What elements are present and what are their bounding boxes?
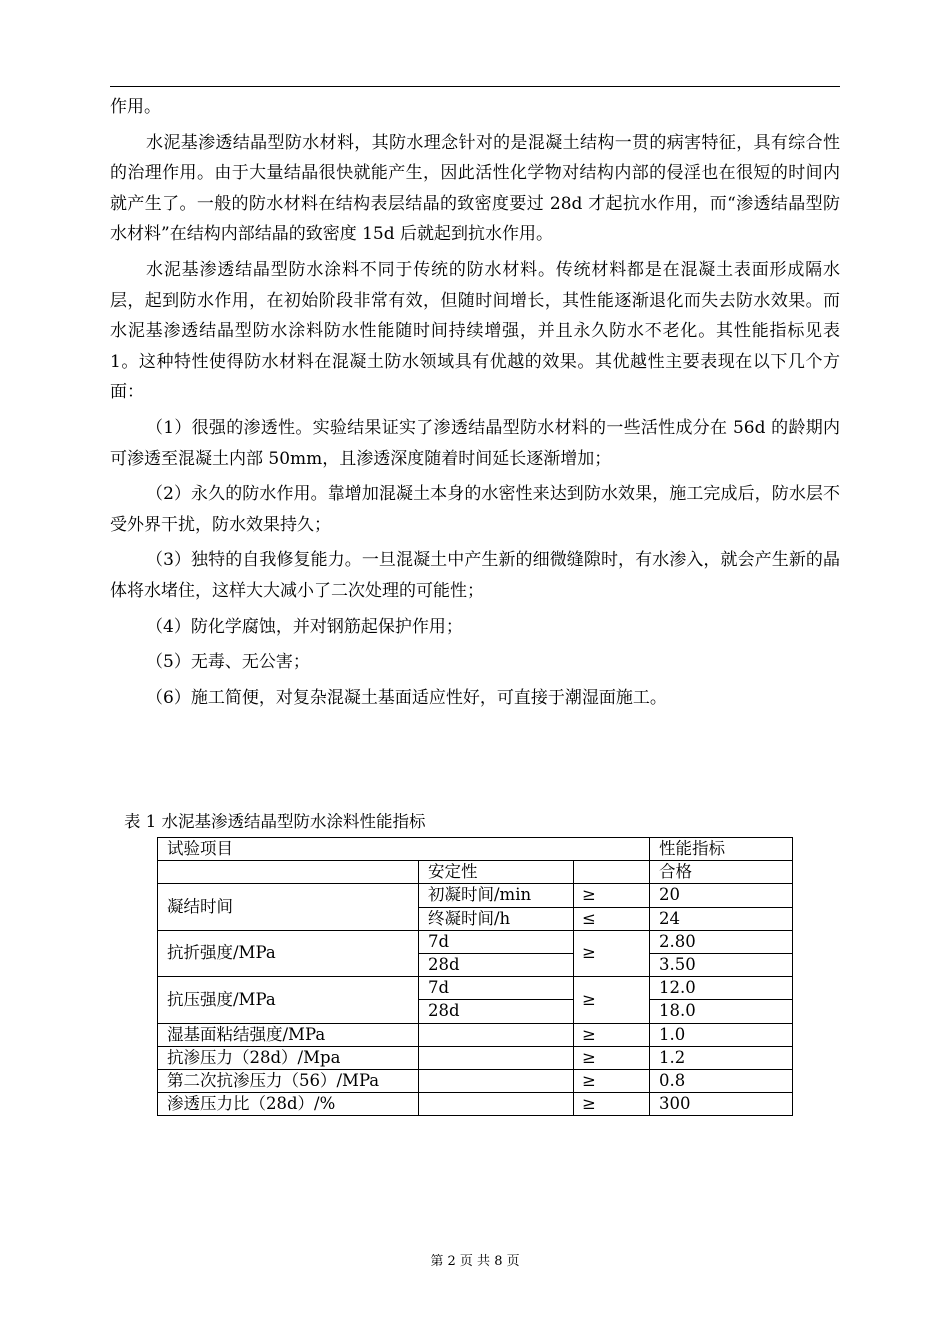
empty-cell — [574, 861, 650, 884]
table-row — [158, 1093, 793, 1116]
list-item: （4）防化学腐蚀，并对钢筋起保护作用； — [146, 616, 463, 637]
item-cell: 抗渗压力（28d）/Mpa — [158, 1046, 419, 1069]
item-cell: 湿基面粘结强度/MPa — [158, 1023, 419, 1046]
value-cell: 3.50 — [650, 953, 793, 976]
item-cell: 渗透压力比（28d）/% — [158, 1093, 419, 1116]
setting-time-label-cell: 凝结时间 — [158, 884, 419, 930]
table-caption: 表 1 水泥基渗透结晶型防水涂料性能指标 — [124, 812, 426, 831]
empty-cell — [419, 1093, 574, 1116]
paragraph: 水泥基渗透结晶型防水涂料不同于传统的防水材料。传统材料都是在混凝土表面形成隔水层，起到防水作用，在初始阶段非常有效，但随时间增长，其性能逐渐退化而失去防水效果。而水泥基渗透结晶型防水涂料防水性能随时间持续增强，并且永久防水不老化。其性能指标见表 1。这种特性使得防水材料在混凝土防水领域具有优越的效果。其优越性主要表现在以下几个方面： — [110, 259, 840, 403]
sub-item-cell: 终凝时间/h — [419, 907, 574, 930]
empty-cell — [419, 1023, 574, 1046]
operator-cell: ≥ — [574, 1093, 650, 1116]
header-spec-cell: 性能指标 — [650, 838, 793, 861]
value-cell: 1.2 — [650, 1046, 793, 1069]
table-row — [158, 1069, 793, 1092]
flexural-label-cell: 抗折强度/MPa — [158, 930, 419, 976]
operator-cell: ≥ — [574, 1023, 650, 1046]
sub-item-cell: 初凝时间/min — [419, 884, 574, 907]
table-row — [158, 977, 793, 1000]
empty-cell — [419, 1069, 574, 1092]
list-item: （3）独特的自我修复能力。一旦混凝土中产生新的细微缝隙时，有水渗入，就会产生新的晶体将水堵住，这样大大减小了二次处理的可能性； — [110, 550, 840, 601]
value-cell: 300 — [650, 1093, 793, 1116]
compressive-label-cell: 抗压强度/MPa — [158, 977, 419, 1023]
empty-cell — [419, 1046, 574, 1069]
sub-item-cell: 28d — [419, 1000, 574, 1023]
table-row — [158, 1023, 793, 1046]
operator-cell: ≥ — [574, 1046, 650, 1069]
list-item: （1）很强的渗透性。实验结果证实了渗透结晶型防水材料的一些活性成分在 56d 的龄期内可渗透至混凝土内部 50mm，且渗透深度随着时间延长逐渐增加； — [110, 417, 840, 469]
performance-table — [157, 837, 793, 1116]
header-rule — [110, 86, 840, 87]
value-cell: 20 — [650, 884, 793, 907]
value-cell: 24 — [650, 907, 793, 930]
page-footer: 第 2 页 共 8 页 — [430, 1254, 520, 1269]
list-item: （6）施工简便，对复杂混凝土基面适应性好，可直接于潮湿面施工。 — [146, 687, 667, 708]
operator-cell: ≥ — [574, 977, 650, 1023]
paragraph: 作用。 — [110, 97, 161, 117]
operator-cell: ≤ — [574, 907, 650, 930]
list-item: （5）无毒、无公害； — [146, 652, 310, 673]
header-item-cell: 试验项目 — [158, 838, 650, 861]
table-row — [158, 884, 793, 907]
value-cell: 1.0 — [650, 1023, 793, 1046]
value-cell: 0.8 — [650, 1069, 793, 1092]
table-row — [158, 930, 793, 953]
list-item: （2）永久的防水作用。靠增加混凝土本身的水密性来达到防水效果，施工完成后，防水层不受外界干扰，防水效果持久； — [110, 484, 840, 535]
stability-value-cell: 合格 — [650, 861, 793, 884]
body-text — [110, 92, 840, 713]
paragraph: 水泥基渗透结晶型防水材料，其防水理念针对的是混凝土结构一贯的病害特征，具有综合性的治理作用。由于大量结晶很快就能产生，因此活性化学物对结构内部的侵淫也在很短的时间内就产生了。一般的防水材料在结构表层结晶的致密度要过 28d 才起抗水作用，而“渗透结晶型防水材料”在结构内部结晶的致密度 15d 后就起到抗水作用。 — [110, 132, 840, 245]
table-row — [158, 861, 793, 884]
sub-item-cell: 7d — [419, 977, 574, 1000]
value-cell: 2.80 — [650, 930, 793, 953]
value-cell: 18.0 — [650, 1000, 793, 1023]
operator-cell: ≥ — [574, 1069, 650, 1092]
table-row — [158, 1046, 793, 1069]
item-cell: 第二次抗渗压力（56）/MPa — [158, 1069, 419, 1092]
sub-item-cell: 7d — [419, 930, 574, 953]
table-row — [158, 838, 793, 861]
stability-label-cell: 安定性 — [419, 861, 574, 884]
sub-item-cell: 28d — [419, 953, 574, 976]
operator-cell: ≥ — [574, 930, 650, 976]
value-cell: 12.0 — [650, 977, 793, 1000]
operator-cell: ≥ — [574, 884, 650, 907]
empty-cell — [158, 861, 419, 884]
